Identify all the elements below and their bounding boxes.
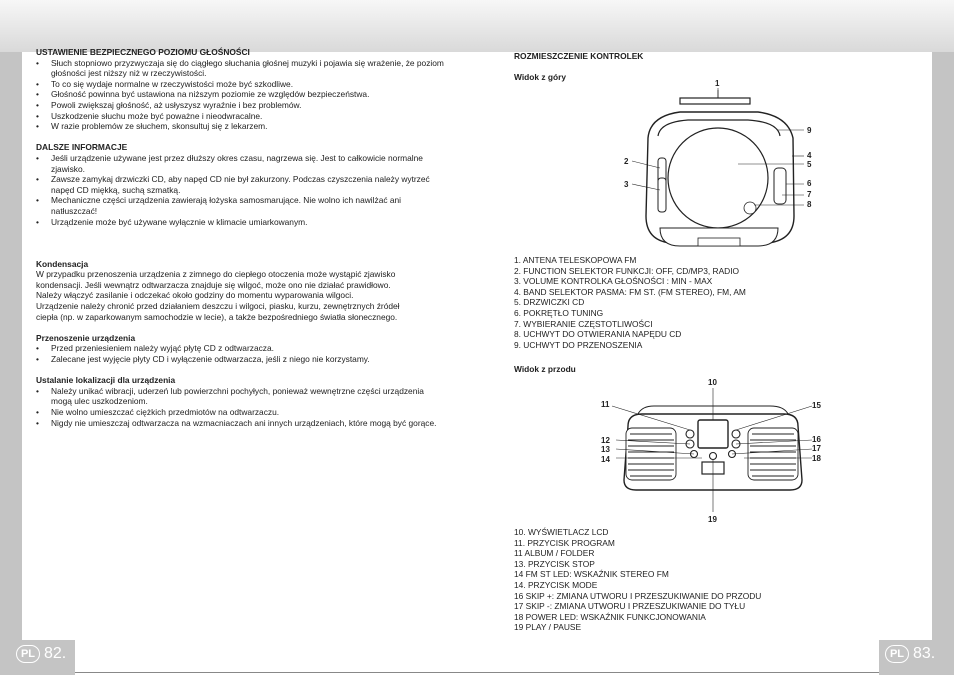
mode-button-shape: [732, 430, 740, 438]
safety-heading: USTAWIENIE BEZPIECZNEGO POZIOMU GŁOŚNOŚCI: [36, 47, 250, 57]
right-page-number: [885, 645, 935, 663]
list-item: • Przed przeniesieniem należy wyjąć płytę CD z odtwarzacza.: [36, 343, 446, 354]
front-view-list: [514, 527, 844, 633]
paragraph-line: Urządzenie należy chronić przed działaniem deszczu i wilgoci, piasku, kurzu, zewnętrznych źródeł: [36, 301, 400, 312]
list-item: • Nie wolno umieszczać ciężkich przedmiotów na odtwarzaczu.: [36, 407, 446, 418]
callout-14: 14: [601, 455, 610, 464]
list-item: • Słuch stopniowo przyzwyczaja się do ciągłego słuchania głośnej muzyki i pojawia się wrażenie, że poziom głośności jest niższy niż w rzeczywistości.: [36, 58, 446, 79]
condensation-heading: Kondensacja: [36, 258, 89, 269]
callout-16: 16: [812, 435, 821, 444]
paragraph-line: W przypadku przenoszenia urządzenia z zimnego do ciepłego otoczenia może wystąpić zjawisko: [36, 269, 396, 280]
list-item: 16 SKIP +: ZMIANA UTWORU I PRZESZUKIWANIE DO PRZODU: [514, 590, 762, 601]
callout-13: 13: [601, 445, 610, 454]
left-column: [36, 47, 446, 428]
callout-5: 5: [807, 160, 812, 169]
front-view-heading-wrap: [514, 364, 714, 375]
page-number: 83.: [913, 645, 936, 662]
location-heading: Ustalanie lokalizacji dla urządzenia: [36, 375, 176, 386]
left-speaker-shape: [626, 428, 676, 480]
callout-17: 17: [812, 444, 821, 453]
tuning-knob-shape: [774, 168, 786, 204]
callout-7: 7: [807, 190, 812, 199]
language-badge: PL: [885, 645, 909, 663]
callout-1: 1: [715, 79, 720, 88]
header-band: [0, 0, 954, 52]
callout-8: 8: [807, 200, 812, 209]
list-item: • Nigdy nie umieszczaj odtwarzacza na wzmacniaczach ani innych urządzeniach, które mogą być gorące.: [36, 418, 446, 429]
list-item: 6. POKRĘTŁO TUNING: [514, 307, 604, 318]
list-item: 9. UCHWYT DO PRZENOSZENIA: [514, 339, 643, 350]
transport-heading: Przenoszenie urządzenia: [36, 332, 136, 343]
more-info-list: [36, 153, 446, 227]
list-item: 8. UCHWYT DO OTWIERANIA NAPĘDU CD: [514, 329, 682, 340]
list-item: 4. BAND SELEKTOR PASMA: FM ST. (FM STEREO), FM, AM: [514, 286, 746, 297]
callout-2: 2: [624, 157, 629, 166]
list-item: 14 FM ST LED: WSKAŹNIK STEREO FM: [514, 569, 669, 580]
top-view-list: [514, 255, 844, 350]
callout-10: 10: [708, 378, 717, 387]
list-item: 5. DRZWICZKI CD: [514, 297, 585, 308]
list-item: • Urządzenie może być używane wyłącznie w klimacie umiarkowanym.: [36, 217, 446, 228]
more-info-heading: DALSZE INFORMACJE: [36, 142, 128, 153]
front-view-diagram: [598, 376, 828, 526]
front-view-heading: Widok z przodu: [514, 364, 576, 374]
callout-4: 4: [807, 151, 812, 160]
list-item: 13. PRZYCISK STOP: [514, 558, 595, 569]
list-item: 10. WYŚWIETLACZ LCD: [514, 527, 609, 537]
paragraph-line: ciepła (np. w zaparkowanym samochodzie w lecie), a także bezpośredniego światła słonecznego.: [36, 311, 398, 322]
list-item: 19 PLAY / PAUSE: [514, 622, 582, 633]
list-item: • Powoli zwiększaj głośność, aż usłyszysz wyraźnie i bez problemów.: [36, 100, 446, 111]
callout-6: 6: [807, 179, 812, 188]
list-item: • Mechaniczne części urządzenia zawierają łożyska samosmarujące. Nie wolno ich nawilżać ani natłuszczać!: [36, 195, 446, 216]
callout-11: 11: [601, 400, 610, 409]
list-item: • W razie problemów ze słuchem, skonsultuj się z lekarzem.: [36, 121, 446, 132]
list-item: 14. PRZYCISK MODE: [514, 579, 598, 590]
language-badge: PL: [16, 645, 40, 663]
list-item: • Jeśli urządzenie używane jest przez dłuższy okres czasu, nagrzewa się. Jest to całkowicie normalne zjawisko.: [36, 153, 446, 174]
top-view-diagram: [618, 78, 818, 250]
transport-list: [36, 343, 446, 364]
list-item: 11. PRZYCISK PROGRAM: [514, 537, 615, 548]
list-item: 18 POWER LED: WSKAŹNIK FUNKCJONOWANIA: [514, 611, 706, 622]
volume-knob-shape: [658, 178, 666, 212]
callout-18: 18: [812, 454, 821, 463]
play-pause-button-shape: [710, 453, 717, 460]
list-item: 17 SKIP -: ZMIANA UTWORU I PRZESZUKIWANIE DO TYŁU: [514, 601, 746, 612]
list-item: 11 ALBUM / FOLDER: [514, 548, 595, 559]
list-item: • Należy unikać wibracji, uderzeń lub powierzchni pochyłych, ponieważ wewnętrzne części urządzenia mogą ulec uszkodzeniom.: [36, 386, 446, 407]
list-item: 3. VOLUME KONTROLKA GŁOŚNOŚCI : MIN - MAX: [514, 276, 713, 287]
lcd-display-shape: [698, 420, 728, 448]
list-item: • Uszkodzenie słuchu może być poważne i nieodwracalne.: [36, 111, 446, 122]
footer-rule: [75, 672, 879, 673]
callout-9: 9: [807, 126, 812, 135]
right-margin-bar: [932, 52, 954, 675]
paragraph-line: kondensacji. Jeśli wewnątrz odtwarzacza znajduje się wilgoć, może ono nie działać prawidłowo.: [36, 279, 391, 290]
antenna-shape: [680, 98, 750, 104]
safety-list: [36, 58, 446, 132]
page-number: 82.: [44, 645, 67, 662]
callout-19: 19: [708, 515, 717, 524]
list-item: • Zalecane jest wyjęcie płyty CD i wyłączenie odtwarzacza, jeśli z niego nie korzystamy.: [36, 354, 446, 365]
top-view-heading: Widok z góry: [514, 72, 567, 83]
callout-15: 15: [812, 401, 821, 410]
program-button-shape: [686, 430, 694, 438]
list-item: 2. FUNCTION SELEKTOR FUNKCJI: OFF, CD/MP3, RADIO: [514, 265, 740, 276]
right-speaker-shape: [748, 428, 798, 480]
list-item: 7. WYBIERANIE CZĘSTOTLIWOŚCI: [514, 318, 653, 329]
paragraph-line: Należy włączyć zasilanie i odczekać około godziny do momentu wyparowania wilgoci.: [36, 290, 354, 301]
left-page-number: [16, 645, 66, 663]
list-item: • Głośność powinna być ustawiona na niższym poziomie ze względów bezpieczeństwa.: [36, 89, 446, 100]
list-item: • Zawsze zamykaj drzwiczki CD, aby napęd CD nie był zakurzony. Podczas czyszczenia należy wytrzeć napęd CD miękką, suchą szmatką.: [36, 174, 446, 195]
controls-heading: ROZMIESZCZENIE KONTROLEK: [514, 51, 644, 61]
list-item: • To co się wydaje normalne w rzeczywistości może być szkodliwe.: [36, 79, 446, 90]
list-item: 1. ANTENA TELESKOPOWA FM: [514, 255, 637, 265]
location-list: [36, 386, 446, 428]
callout-12: 12: [601, 436, 610, 445]
left-margin-bar: [0, 52, 22, 675]
callout-3: 3: [624, 180, 629, 189]
